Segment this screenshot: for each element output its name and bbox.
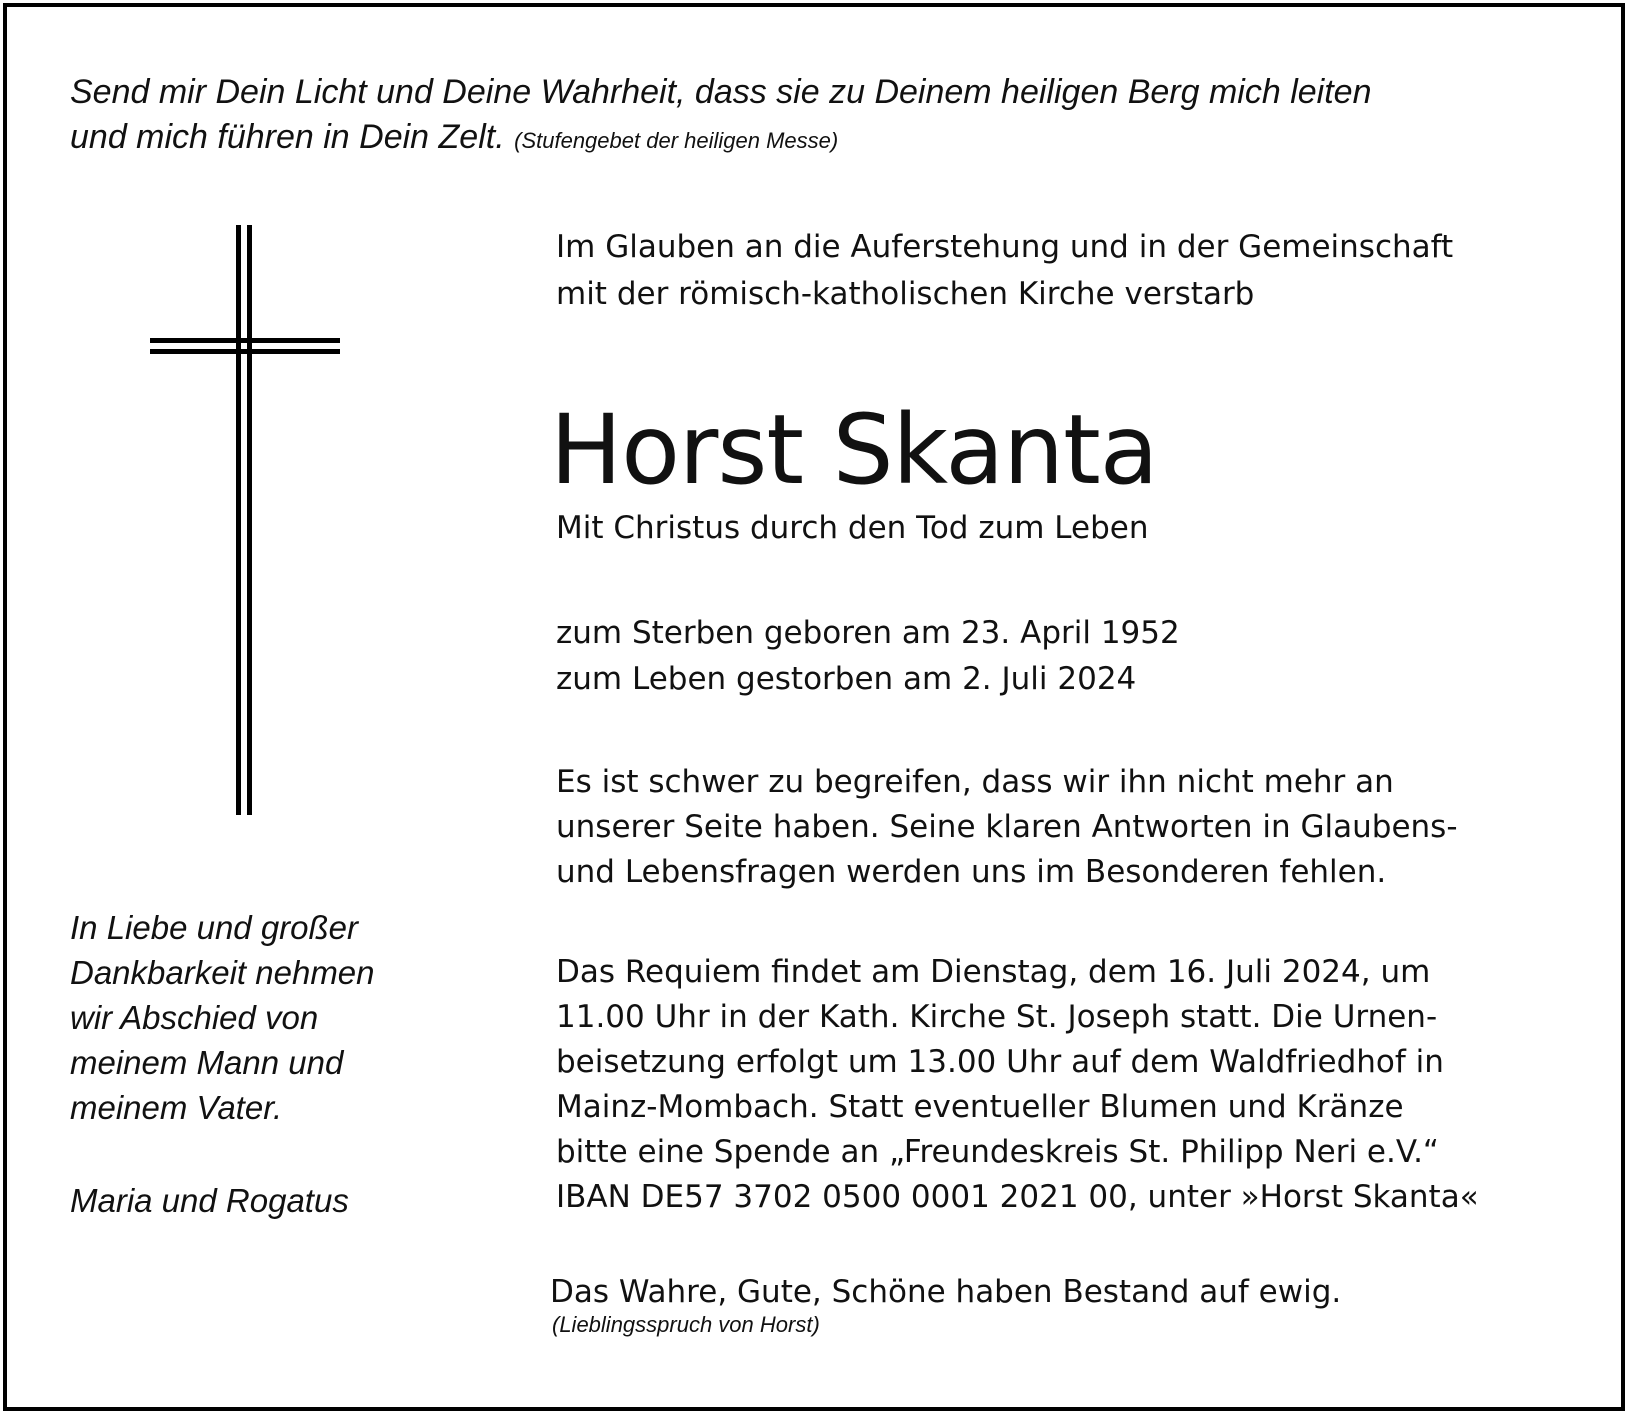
deceased-name: Horst Skanta	[550, 394, 1158, 506]
iban-line: IBAN DE57 3702 0500 0001 2021 00, unter »Horst Skanta«	[556, 1179, 1479, 1215]
intro-line-1: Im Glauben an die Auferstehung und in der Gemeinschaft	[556, 229, 1454, 265]
birth-date: zum Sterben geboren am 23. April 1952	[556, 615, 1180, 651]
paragraph-line: beisetzung erfolgt um 13.00 Uhr auf dem Waldfriedhof in	[556, 1044, 1444, 1080]
closing-saying: Das Wahre, Gute, Schöne haben Bestand auf ewig.	[550, 1274, 1342, 1310]
family-line: meinem Vater.	[70, 1089, 283, 1126]
quote-line-2-text: und mich führen in Dein Zelt.	[70, 118, 505, 156]
life-dates	[556, 610, 1180, 702]
intro-text	[556, 224, 1453, 318]
quote-source: (Stufengebet der heiligen Messe)	[514, 128, 839, 153]
quote-line-2	[70, 115, 1371, 163]
paragraph-line: und Lebensfragen werden uns im Besonderen fehlen.	[556, 854, 1387, 890]
paragraph-line: Das Requiem findet am Dienstag, dem 16. Juli 2024, um	[556, 954, 1431, 990]
family-farewell	[70, 905, 375, 1130]
death-date: zum Leben gestorben am 2. Juli 2024	[556, 661, 1137, 697]
family-line: meinem Mann und	[70, 1044, 344, 1081]
paragraph-line: unserer Seite haben. Seine klaren Antworten in Glaubens-	[556, 809, 1458, 845]
family-line: Dankbarkeit nehmen	[70, 954, 375, 991]
signers: Maria und Rogatus	[70, 1182, 349, 1219]
cross-icon	[150, 225, 350, 840]
motto: Mit Christus durch den Tod zum Leben	[556, 510, 1149, 546]
closing-note: (Lieblingsspruch von Horst)	[552, 1312, 820, 1337]
family-line: wir Abschied von	[70, 999, 319, 1036]
paragraph-line: Es ist schwer zu begreifen, dass wir ihn nicht mehr an	[556, 764, 1394, 800]
intro-line-2: mit der römisch-katholischen Kirche verstarb	[556, 276, 1255, 312]
requiem-paragraph	[556, 950, 1479, 1220]
paragraph-line: bitte eine Spende an „Freundeskreis St. Philipp Neri e.V.“	[556, 1134, 1439, 1170]
bible-quote	[70, 70, 1371, 163]
paragraph-line: Mainz-Mombach. Statt eventueller Blumen und Kränze	[556, 1089, 1404, 1125]
remembrance-paragraph	[556, 760, 1458, 895]
quote-line-1: Send mir Dein Licht und Deine Wahrheit, dass sie zu Deinem heiligen Berg mich leiten	[70, 73, 1372, 111]
paragraph-line: 11.00 Uhr in der Kath. Kirche St. Joseph statt. Die Urnen-	[556, 999, 1438, 1035]
family-line: In Liebe und großer	[70, 909, 359, 946]
